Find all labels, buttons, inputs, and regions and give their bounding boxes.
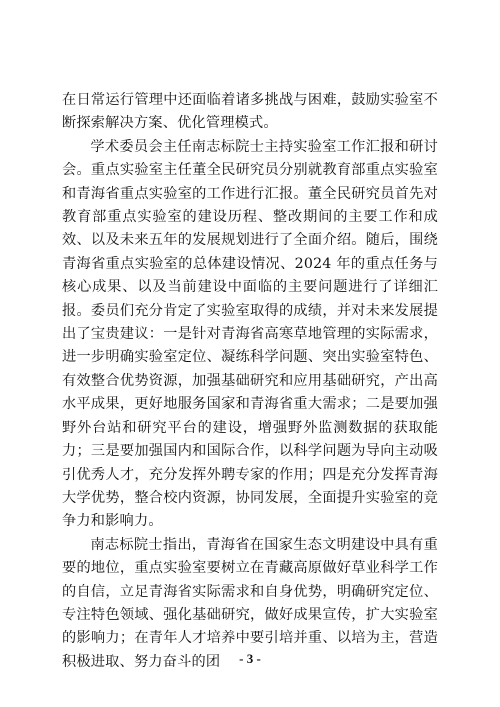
paragraph-continuation: 在日常运行管理中还面临着诸多挑战与困难，鼓励实验室不断探索解决方案、优化管理模式。 bbox=[62, 92, 438, 132]
page-number: - 3 - bbox=[239, 651, 261, 666]
document-body bbox=[62, 89, 438, 674]
paragraph-meeting-report: 学术委员会主任南志标院士主持实验室工作汇报和研讨会。重点实验室主任董全民研究员分别就教育部重点实验室和青海省重点实验室的工作进行汇报。董全民研究员首先对教育部重点实验室的建设历程、整改期间的主要工作和成效、以及未来五年的发展规划进行了全面介绍。随后，围绕青海省重点实验室的总体建设情况、2024 年的重点任务与核心成果、以及当前建设中面临的主要问题进行了详细汇报。委员们充分肯定了实验室取得的成绩，并对未来发展提出了宝贵建议：一是针对青海省高寒草地管理的实际需求，进一步明确实验室定位、凝练科学问题、突出实验室特色、有效整合优势资源，加强基础研究和应用基础研究，产出高水平成果，更好地服务国家和青海省重大需求；二是要加强野外台站和研究平台的建设，增强野外监测数据的获取能力；三是要加强国内和国际合作，以科学问题为导向主动吸引优秀人才，充分发挥外聘专家的作用；四是充分发挥青海大学优势，整合校内资源，协同发展，全面提升实验室的竞争力和影响力。 bbox=[62, 138, 438, 530]
paragraph-academician-remarks: 南志标院士指出，青海省在国家生态文明建设中具有重要的地位，重点实验室要树立在青藏高原做好草业科学工作的自信，立足青海省实际需求和自身优势，明确研究定位、专注特色领域、强化基础研究，做好成果宣传，扩大实验室的影响力；在青年人才培养中要引培并重、以培为主，营造积极进取、努力奋斗的团 bbox=[62, 536, 438, 670]
